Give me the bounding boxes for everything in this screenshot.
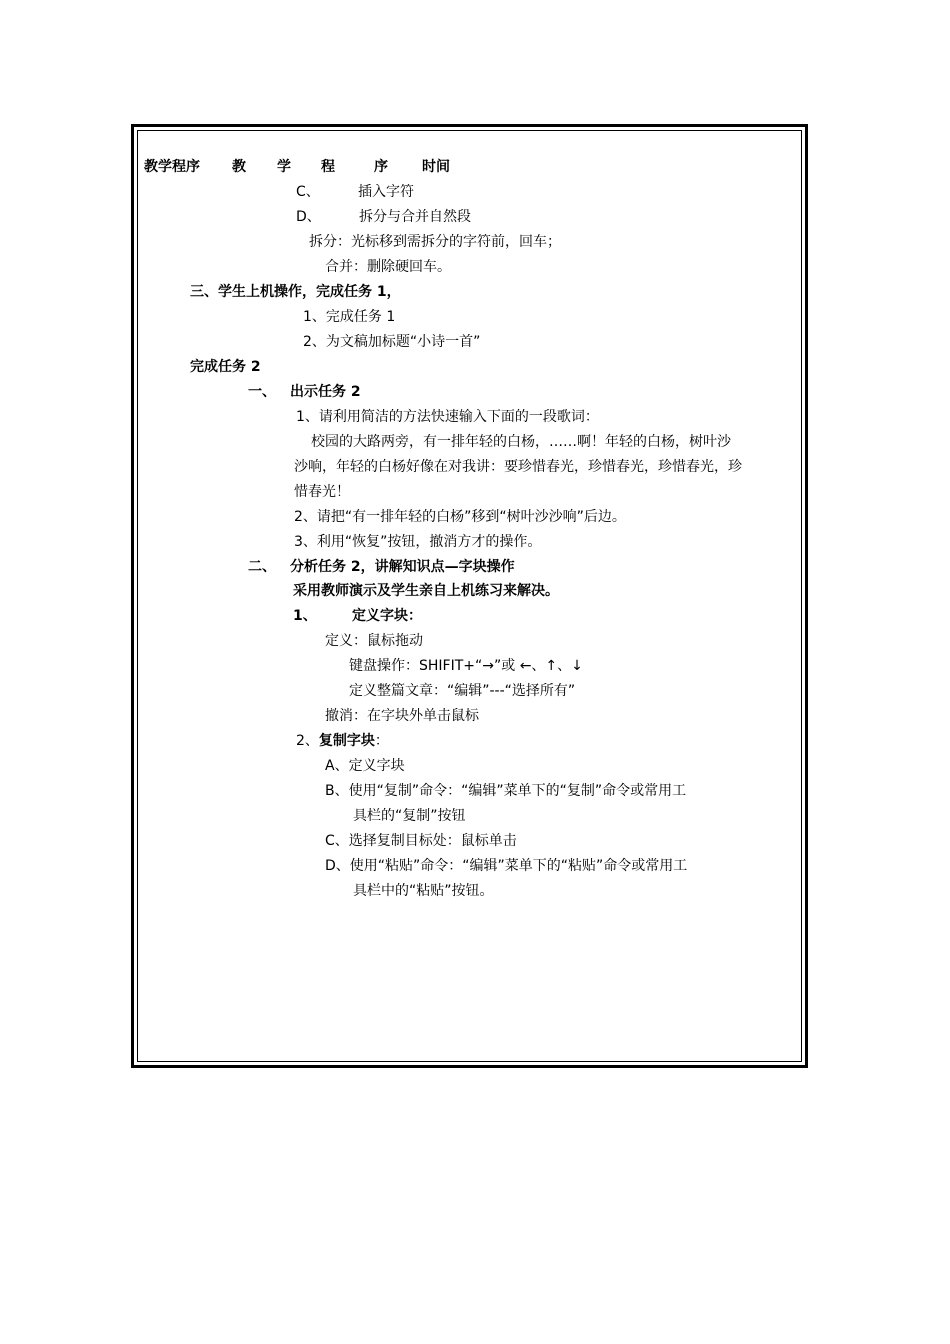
- item-c-label: C、: [296, 184, 320, 200]
- copy-block-heading: [296, 731, 389, 751]
- task2-item-3: 3、利用“恢复”按钮，撤消方才的操作。: [294, 534, 542, 550]
- step-one-title: 出示任务 2: [290, 384, 361, 400]
- method-text: 采用教师演示及学生亲自上机练习来解决。: [293, 583, 559, 599]
- item-c-text: 插入字符: [358, 184, 414, 200]
- task2-heading: 完成任务 2: [190, 359, 261, 375]
- copy-step-d: D、使用“粘贴”命令：“编辑”菜单下的“粘贴”命令或常用工: [325, 858, 688, 874]
- split-text: 拆分：光标移到需拆分的字符前，回车；: [309, 234, 561, 250]
- lyrics-line-3: 惜春光！: [294, 484, 350, 500]
- task2-item-1: 1、请利用简洁的方法快速输入下面的一段歌词：: [296, 409, 599, 425]
- table-header: [0, 157, 950, 177]
- copy-block-number: 2、: [296, 733, 319, 749]
- define-mouse: 定义：鼠标拖动: [325, 633, 423, 649]
- lyrics-line-1: 校园的大路两旁，有一排年轻的白杨，……啊！年轻的白杨，树叶沙: [311, 434, 731, 450]
- header-col-program: 教学程序: [144, 159, 200, 175]
- copy-block-title: 复制字块: [318, 733, 375, 749]
- header-char-cheng: 程: [321, 159, 335, 175]
- copy-step-c: C、选择复制目标处：鼠标单击: [325, 833, 517, 849]
- lyrics-line-2: 沙响，年轻的白杨好像在对我讲：要珍惜春光，珍惜春光，珍惜春光，珍: [294, 459, 742, 475]
- header-col-time: 时间: [422, 159, 450, 175]
- merge-text: 合并：删除硬回车。: [325, 259, 451, 275]
- copy-step-d-cont: 具栏中的“粘贴”按钮。: [353, 883, 494, 899]
- step-two-title: 分析任务 2，讲解知识点—字块操作: [290, 559, 515, 575]
- define-keyboard: 键盘操作：SHIFIT+“→”或 ←、↑、↓: [349, 658, 583, 674]
- header-char-jiao: 教: [232, 159, 246, 175]
- step-one-label: 一、: [248, 384, 276, 400]
- task1-item-2: 2、为文稿加标题“小诗一首”: [303, 334, 481, 350]
- section-three-heading: 三、学生上机操作，完成任务 1，: [190, 284, 401, 300]
- item-d-label: D、: [296, 209, 321, 225]
- cancel-selection: 撤消：在字块外单击鼠标: [325, 708, 479, 724]
- step-two-label: 二、: [248, 559, 276, 575]
- define-block-label: 1、: [293, 608, 317, 624]
- task1-item-1: 1、完成任务 1: [303, 309, 396, 325]
- copy-step-b-cont: 具栏的“复制”按钮: [353, 808, 466, 824]
- copy-block-colon: ：: [374, 733, 389, 749]
- item-d-text: 拆分与合并自然段: [359, 209, 471, 225]
- header-char-xu: 序: [374, 159, 388, 175]
- copy-step-b: B、使用“复制”命令：“编辑”菜单下的“复制”命令或常用工: [325, 783, 687, 799]
- task2-item-2: 2、请把“有一排年轻的白杨”移到“树叶沙沙响”后边。: [294, 509, 626, 525]
- header-char-xue: 学: [277, 159, 291, 175]
- define-block-title: 定义字块：: [352, 608, 422, 624]
- define-whole-doc: 定义整篇文章：“编辑”---“选择所有”: [349, 683, 576, 699]
- copy-step-a: A、定义字块: [325, 758, 405, 774]
